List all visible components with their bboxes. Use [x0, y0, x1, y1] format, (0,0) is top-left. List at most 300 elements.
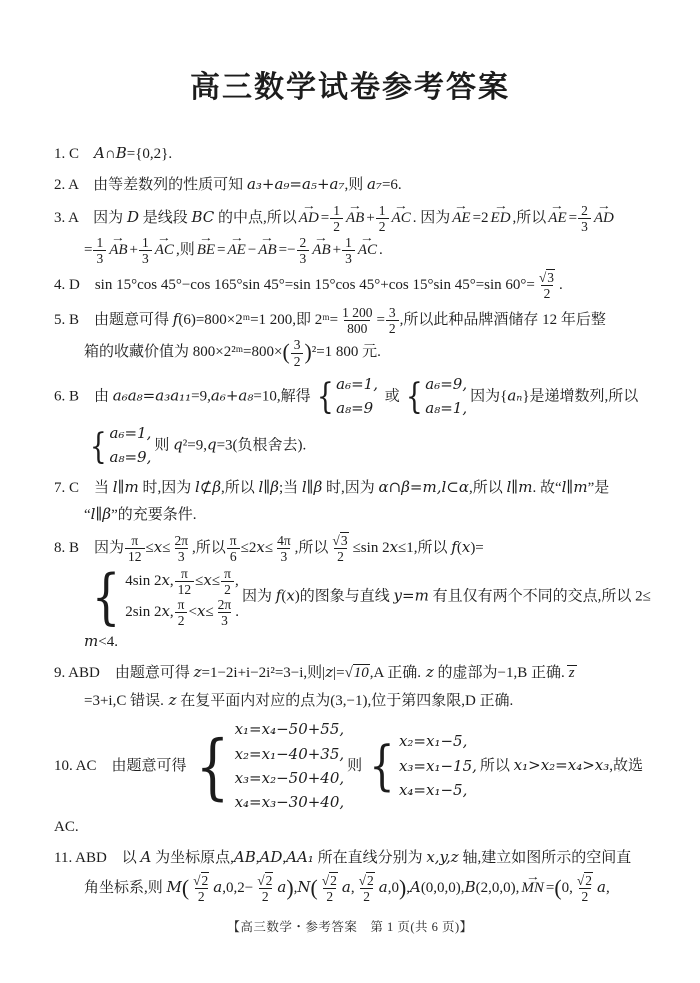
radicand: 3: [340, 533, 348, 549]
answer-item-11: [54, 844, 662, 904]
fraction-denominator: 3: [218, 612, 231, 628]
text-run: =: [84, 241, 93, 258]
vector: → BE: [197, 238, 215, 264]
text-run: ≤2: [240, 540, 257, 557]
fraction: [297, 235, 310, 266]
text-run: 的中点,所以: [214, 209, 297, 226]
math-run: z: [163, 690, 177, 709]
vector: → AD: [594, 206, 614, 232]
fraction-numerator: 1 200: [342, 305, 373, 321]
text-run: ”的充要条件.: [111, 507, 197, 524]
fraction-numerator: π: [177, 596, 185, 612]
fraction: [376, 203, 389, 234]
math-run: N: [297, 877, 311, 896]
answer-item-6: [54, 372, 662, 471]
answer-line: [84, 628, 662, 656]
fraction: [221, 566, 234, 597]
vector: → MN: [521, 876, 544, 902]
radical-sign: √: [358, 872, 367, 888]
math-run: q: [173, 435, 183, 454]
page-title: 高三数学试卷参考答案: [190, 71, 510, 104]
text-run: =3(负根舍去).: [216, 437, 307, 454]
fraction-denominator: 3: [342, 250, 355, 266]
case-row: [125, 597, 239, 628]
answer-item-2: [54, 171, 662, 199]
text-run: 1. C: [54, 146, 95, 162]
radicand: 3: [547, 270, 555, 286]
fraction: [330, 203, 343, 234]
cases-rows: [399, 730, 477, 803]
fraction-denominator: 2: [330, 218, 343, 234]
fraction-numerator: 1: [345, 234, 352, 250]
fraction-numerator: π: [181, 565, 188, 581]
fraction: [319, 873, 341, 904]
math-run: z: [193, 662, 202, 681]
vector: → AC: [155, 238, 174, 264]
radicand: 10: [353, 664, 369, 681]
text-run: 为坐标原点,: [151, 850, 234, 867]
text-run: ≤sin 2: [352, 540, 390, 557]
math-run: q: [206, 435, 217, 454]
math-run: l∥β: [301, 477, 323, 496]
case-row: [235, 743, 345, 767]
text-run: ”是: [587, 479, 610, 496]
text-run: ,则: [175, 241, 195, 258]
fraction: [175, 597, 188, 628]
text-run: 5. B 由题意可得: [54, 312, 173, 329]
radical-sign: √: [332, 533, 340, 549]
text-run: 10. AC 由题意可得: [54, 758, 187, 775]
math-run: x₃=x₁−15,: [398, 756, 477, 775]
fraction-numerator: π: [131, 533, 139, 549]
math-run: a₆+a₈: [210, 386, 254, 405]
answer-item-1: [54, 140, 662, 168]
text-run: =2: [472, 209, 489, 226]
answer-item-4: [54, 269, 662, 301]
math-run: a₈=9,: [109, 448, 152, 467]
math-run: x: [203, 570, 212, 589]
fraction: [574, 873, 596, 904]
text-run: (: [456, 540, 462, 557]
fraction: [356, 873, 378, 904]
text-run: 11. ABD 以: [54, 850, 141, 867]
fraction-denominator: 800: [344, 320, 370, 336]
vector: → AD: [299, 206, 319, 232]
sqrt-expression: [345, 664, 370, 681]
text-run: −: [247, 241, 257, 258]
text-run: “: [84, 507, 91, 524]
text-run: 时,因为: [322, 479, 379, 496]
case-row: [425, 397, 467, 421]
text-run: =10,解得: [253, 388, 311, 405]
cases-rows: [336, 373, 378, 422]
text-run: ,所以: [221, 479, 259, 496]
cases-system: [87, 561, 239, 632]
cases-brace: {: [91, 561, 121, 632]
math-run: x₄=x₃−30+40,: [234, 793, 345, 812]
case-row: [336, 397, 378, 421]
text-run: 时,因为: [138, 479, 195, 496]
fraction-denominator: 2: [259, 888, 272, 904]
cases-brace: {: [316, 376, 334, 417]
text-run: 所在直线分别为: [313, 850, 427, 867]
sqrt-expression: [193, 872, 209, 888]
math-run: AB: [233, 848, 256, 867]
vector: → AB: [312, 238, 330, 264]
text-run: ≤1,所以: [398, 540, 452, 557]
fraction: [227, 533, 240, 564]
text-run: 4sin 2: [125, 572, 162, 589]
vector: → ED: [491, 206, 511, 232]
fraction-denominator: 6: [227, 548, 240, 564]
answer-line: [54, 140, 662, 168]
text-run: 9. ABD 由题意可得: [54, 664, 194, 681]
fraction: [536, 270, 558, 301]
fraction-denominator: 2: [195, 888, 208, 904]
text-run: ,所以: [512, 209, 547, 226]
big-paren: (: [181, 875, 190, 900]
fraction-numerator: [319, 873, 341, 888]
radical-sign: √: [193, 872, 201, 888]
answer-item-9: [54, 659, 662, 715]
text-run: 箱的收藏价值为 800×2²ᵐ=800×: [84, 344, 283, 361]
text-run: (2,0,0),: [475, 879, 520, 896]
math-run: f: [172, 310, 179, 329]
text-run: ,: [169, 572, 174, 589]
sqrt-expression: [332, 532, 348, 548]
fraction: [386, 305, 399, 336]
math-run: x: [256, 538, 265, 557]
cases-system: [314, 373, 378, 422]
math-run: x₄=x₁−5,: [398, 780, 468, 799]
math-run: B: [464, 877, 476, 896]
answer-line: [84, 234, 662, 266]
math-run: l∥m: [112, 477, 139, 496]
answer-line: [54, 844, 662, 872]
fraction-denominator: 12: [175, 581, 195, 597]
fraction-numerator: 2: [299, 234, 307, 250]
text-run: ,: [350, 879, 355, 896]
fraction: [578, 203, 591, 234]
fraction-denominator: 3: [93, 250, 106, 266]
fraction: [171, 533, 191, 564]
math-run: l∥m: [506, 477, 533, 496]
text-run: ,: [406, 879, 410, 896]
answer-line: [54, 717, 662, 841]
math-run: x: [161, 570, 170, 589]
text-run: (6)=800×2ᵐ=1 200,即 2ᵐ=: [178, 312, 339, 329]
math-run: l∥β: [90, 505, 112, 524]
radical-sign: √: [321, 872, 330, 888]
math-run: α∩β=m,l⊂α: [378, 477, 469, 496]
math-run: x: [286, 586, 295, 605]
text-run: ∩: [104, 146, 116, 162]
fraction-numerator: [536, 270, 558, 285]
vector: → AE: [228, 238, 246, 264]
cases-system: [190, 718, 345, 815]
text-run: 则: [154, 437, 174, 454]
cases-system: [87, 422, 151, 471]
fraction: [291, 337, 304, 368]
fraction-denominator: 2: [360, 888, 373, 904]
text-run: ,: [293, 879, 298, 896]
fraction: [93, 235, 106, 266]
cases-rows: [425, 373, 467, 422]
math-run: x₂=x₁−5,: [398, 732, 468, 751]
text-run: 4. D sin 15°cos 45°−cos 165°sin 45°=sin 15°cos 45°+cos 15°sin 45°=sin 60°=: [54, 277, 535, 294]
fraction: [342, 235, 355, 266]
text-run: 的虚部为−1,B 正确.: [433, 664, 565, 681]
answer-line: [84, 687, 662, 715]
answer-line: [84, 872, 662, 904]
text-run: ,: [255, 850, 260, 867]
fraction-numerator: 2π: [217, 596, 232, 612]
text-run: =: [376, 312, 385, 329]
fraction: [139, 235, 152, 266]
text-run: ,所以: [192, 540, 226, 557]
text-run: 有且仅有两个不同的交点,所以 2≤: [428, 588, 651, 605]
math-run: f: [451, 538, 457, 557]
math-run: a₆=1,: [336, 374, 378, 393]
math-run: x: [153, 538, 163, 557]
sqrt-expression: [257, 872, 273, 888]
answer-item-8: [54, 532, 662, 655]
text-run: ≤: [162, 540, 171, 557]
fraction-numerator: 2π: [174, 533, 189, 549]
answer-line: [54, 532, 662, 564]
text-run: ≤: [195, 572, 204, 589]
case-row: [110, 446, 152, 470]
text-run: )的图象与直线: [294, 588, 394, 605]
text-run: <: [188, 603, 197, 620]
cases-brace: {: [369, 734, 395, 797]
fraction-denominator: 2: [175, 612, 188, 628]
text-run: 是线段: [138, 209, 192, 226]
cases-brace: {: [405, 376, 423, 417]
math-run: x₁=x₄−50+55,: [234, 720, 345, 739]
math-run: x₃=x₂−50+40,: [234, 768, 345, 787]
math-run: a: [213, 877, 223, 896]
cases-system: [403, 373, 467, 422]
text-run: ,则: [344, 176, 367, 193]
fraction-denominator: 3: [578, 218, 591, 234]
case-row: [235, 767, 345, 791]
answer-item-3: [54, 202, 662, 266]
big-paren: (: [282, 340, 290, 365]
math-run: a₇: [366, 174, 382, 193]
math-run: y=m: [393, 586, 429, 605]
case-row: [336, 373, 378, 397]
math-run: a: [378, 877, 388, 896]
text-run: ²=1 800 元.: [311, 344, 381, 361]
fraction-numerator: π: [229, 533, 237, 549]
text-run: |=: [333, 664, 345, 681]
answer-line: [84, 336, 662, 368]
math-run: l∥β: [258, 477, 279, 496]
big-paren: ): [398, 875, 407, 900]
text-run: ,所以此种品牌酒储存 12 年后整: [399, 312, 606, 329]
math-run: A: [140, 848, 152, 867]
sqrt-expression: [359, 872, 375, 888]
math-run: l⊄β: [194, 477, 222, 496]
fraction: [175, 566, 195, 597]
radical-sign: √: [344, 664, 353, 681]
answer-line: [54, 304, 662, 336]
answer-line: [54, 171, 662, 199]
fraction-numerator: π: [224, 565, 231, 581]
math-run: A: [409, 877, 421, 896]
text-run: .: [559, 277, 563, 294]
text-run: ,: [605, 879, 610, 896]
text-run: =−: [278, 241, 296, 258]
text-run: 因为: [242, 588, 276, 605]
text-run: 因为{: [470, 388, 508, 405]
cases-brace: {: [195, 724, 229, 808]
fraction-numerator: [574, 873, 596, 888]
math-run: BC: [191, 207, 215, 226]
vector: → AE: [548, 206, 566, 232]
fraction: [254, 873, 276, 904]
text-run: <4.: [98, 633, 118, 650]
math-run: a₈=9: [336, 398, 374, 417]
radicand: 2: [367, 872, 374, 888]
text-run: 则: [347, 758, 363, 775]
cases-rows: [110, 422, 152, 471]
cases-brace: {: [89, 425, 107, 467]
fraction-numerator: 4π: [277, 533, 291, 549]
case-row: [425, 373, 467, 397]
text-run: 或: [380, 388, 400, 405]
math-run: f: [275, 586, 282, 605]
fraction-denominator: 2: [579, 888, 592, 904]
text-run: 角坐标系,则: [84, 879, 167, 896]
math-run: x,y,z: [426, 848, 459, 867]
text-run: =: [545, 879, 555, 896]
radical-sign: √: [257, 872, 265, 888]
text-run: 0,: [561, 879, 573, 896]
text-run: ,: [282, 850, 287, 867]
answer-item-7: [54, 474, 662, 530]
cases-rows: [235, 718, 345, 815]
radical-sign: √: [576, 872, 585, 888]
text-run: )=: [470, 540, 484, 557]
math-run: l∥m: [561, 477, 588, 496]
answers-list: [54, 140, 662, 904]
text-run: 所以: [479, 758, 514, 775]
case-row: [399, 730, 477, 754]
text-run: +: [332, 241, 342, 258]
text-run: 3. A 因为: [54, 209, 127, 226]
fraction-numerator: [254, 873, 276, 888]
big-paren: ): [286, 875, 294, 900]
fraction-denominator: 12: [125, 548, 145, 564]
answer-line: [54, 372, 662, 422]
vector: → AC: [392, 206, 411, 232]
text-run: ,故选 AC.: [54, 758, 647, 836]
radicand: 2: [265, 872, 273, 888]
text-run: ={0,2}.: [126, 146, 173, 162]
math-run: aₙ: [507, 386, 523, 405]
big-paren: ): [304, 340, 312, 365]
vector: → AB: [346, 206, 364, 232]
case-row: [235, 791, 345, 815]
fraction-denominator: 2: [376, 218, 389, 234]
big-paren: (: [310, 875, 318, 900]
math-run: M: [166, 877, 182, 896]
text-run: 6. B 由: [54, 388, 113, 405]
radical-sign: √: [538, 270, 547, 286]
text-run: 在复平面内对应的点为(3,−1),位于第四象限,D 正确.: [176, 692, 514, 709]
vector: → AB: [258, 238, 276, 264]
fraction-denominator: 3: [175, 548, 188, 564]
fraction: [125, 533, 145, 564]
answer-line: [54, 202, 662, 234]
text-run: . 因为: [412, 209, 451, 226]
text-run: =1−2i+i−2i²=3−i,则|: [201, 664, 326, 681]
text-run: ,0: [387, 879, 399, 896]
fraction-numerator: 2: [581, 202, 588, 218]
text-run: (0,0,0),: [420, 879, 465, 896]
math-run: m: [84, 631, 99, 650]
fraction: [329, 533, 351, 564]
math-run: a: [596, 877, 606, 896]
text-run: +: [129, 241, 139, 258]
text-run: ,所以: [468, 479, 507, 496]
math-run: a₆=9,: [425, 374, 468, 393]
answer-line: [54, 659, 662, 687]
case-row: [125, 566, 239, 597]
vector: → AB: [109, 238, 127, 264]
text-run: ≤: [211, 572, 221, 589]
text-run: . 故“: [532, 479, 562, 496]
fraction: [190, 873, 212, 904]
text-run: .: [379, 241, 383, 258]
text-run: }是递增数列,所以: [522, 388, 639, 405]
case-row: [399, 755, 477, 779]
vector: → AC: [358, 238, 377, 264]
fraction: [215, 597, 235, 628]
text-run: +: [366, 209, 375, 226]
fraction-numerator: 1: [378, 202, 386, 218]
math-run: x: [196, 601, 206, 620]
fraction-denominator: 2: [334, 548, 347, 564]
math-run: a: [341, 877, 351, 896]
vector: → AE: [452, 206, 470, 232]
conjugate-overline: z: [568, 664, 575, 681]
radicand: 2: [201, 872, 209, 888]
case-row: [110, 422, 152, 446]
text-run: 2sin 2: [125, 603, 162, 620]
math-run: AA₁: [286, 848, 314, 867]
text-run: 7. C 当: [54, 479, 113, 496]
math-run: a₆a₈=a₃a₁₁: [112, 386, 192, 405]
math-run: x: [461, 538, 471, 557]
math-run: x₂=x₁−40+35,: [234, 744, 345, 763]
text-run: .: [235, 603, 239, 620]
answer-item-10: [54, 717, 662, 841]
fraction-denominator: 2: [541, 285, 554, 301]
case-row: [399, 779, 477, 803]
fraction-numerator: [329, 533, 351, 548]
fraction-denominator: 2: [323, 888, 336, 904]
text-run: ≤: [264, 540, 274, 557]
math-run: A: [94, 144, 105, 162]
text-run: 2. A 由等差数列的性质可知: [54, 176, 247, 193]
text-run: =: [568, 209, 578, 226]
sqrt-expression: [539, 269, 555, 285]
answer-line: [84, 421, 662, 471]
page-footer: 【高三数学・参考答案 第 1 页(共 6 页)】: [227, 920, 473, 934]
